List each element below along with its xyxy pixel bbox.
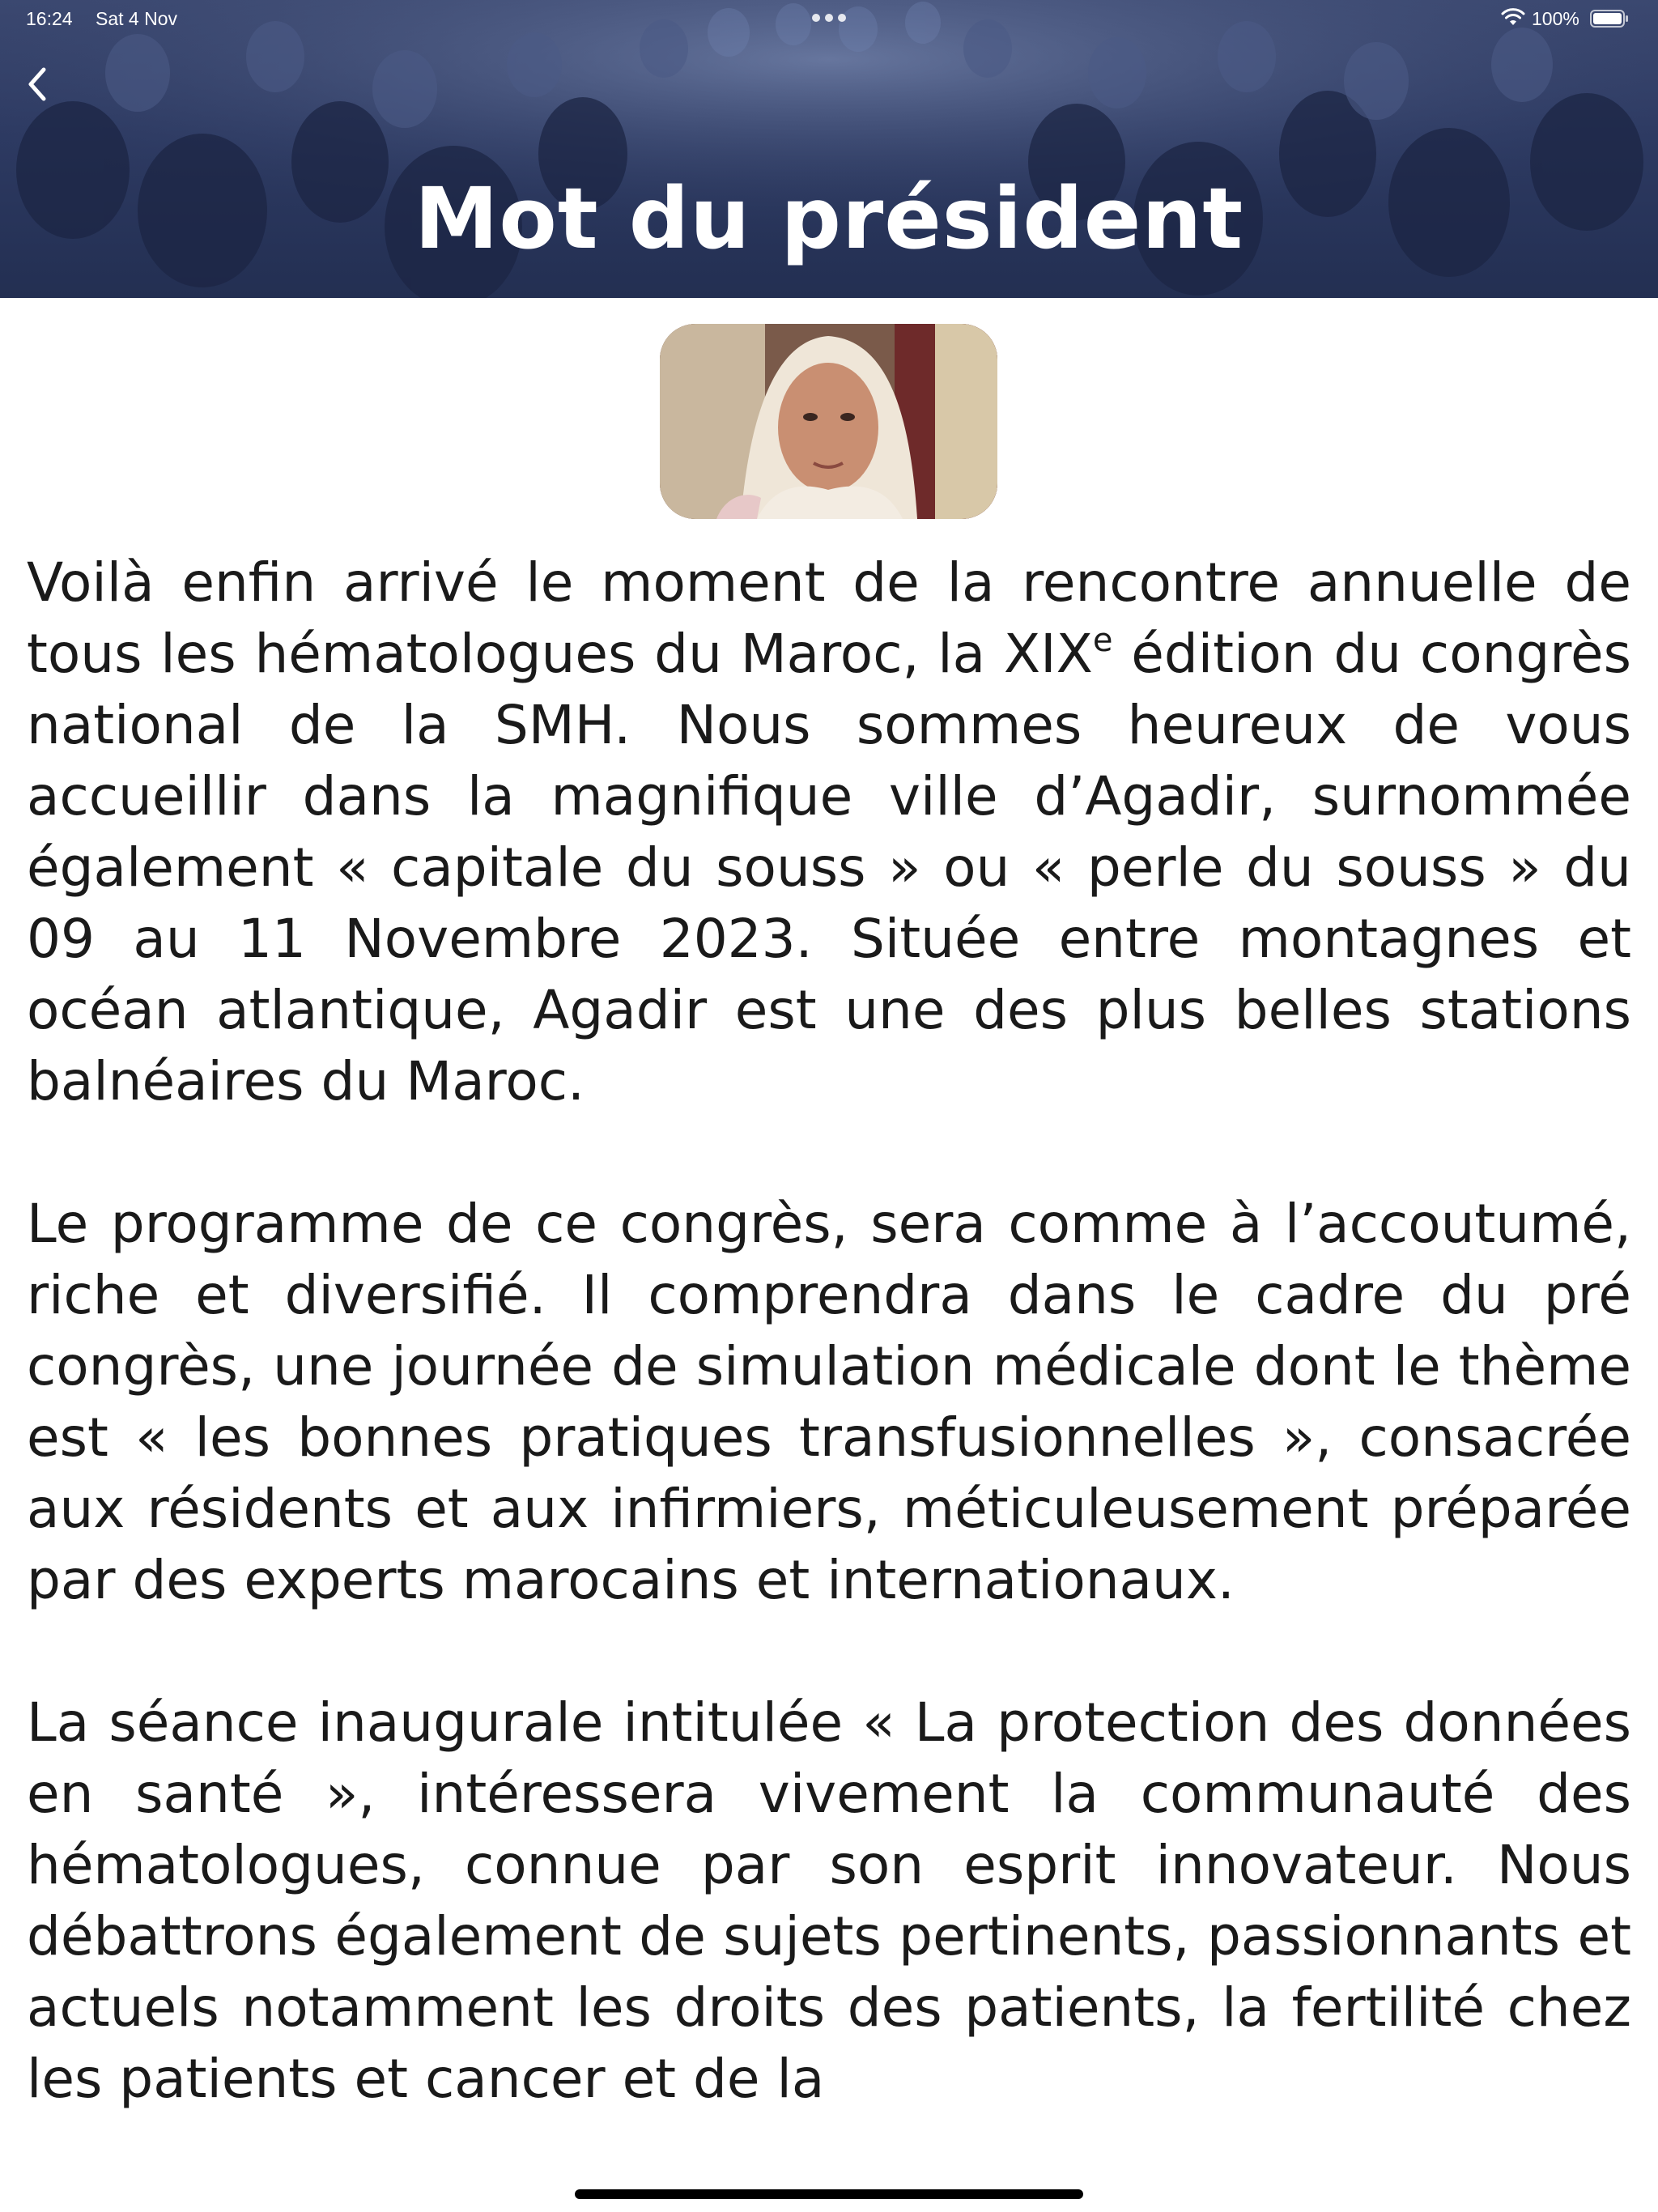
paragraph-1 <box>27 547 1631 1117</box>
paragraph-1-text-b: édition du congrès national de la SMH. Nous sommes heureux de vous accueillir dans la magnifique ville d’Agadir, surnommée également « capitale du souss » ou « perle du souss » du 09 au 11 Novembre 2023. Située entre montagnes et océan atlantique, Agadir est une des plus belles stations balnéaires du Maroc. <box>27 623 1631 1112</box>
status-bar <box>0 0 1658 39</box>
message-body <box>27 547 1631 2186</box>
paragraph-3: La séance inaugurale intitulée « La protection des données en santé », intéressera vivement la communauté des hématologues, connue par son esprit innovateur. Nous débattrons également de sujets pertinents, passionnants et actuels notamment les droits des patients, la fertilité chez les patients et cancer et de la <box>27 1691 1631 2110</box>
status-date: Sat 4 Nov <box>96 8 177 29</box>
back-button[interactable] <box>15 58 60 110</box>
wifi-icon <box>1501 8 1525 28</box>
home-indicator[interactable] <box>575 2189 1083 2199</box>
battery-icon <box>1590 10 1629 28</box>
president-photo <box>660 324 997 519</box>
battery-percentage: 100% <box>1532 8 1579 29</box>
header-banner <box>0 0 1658 298</box>
paragraph-2: Le programme de ce congrès, sera comme à l’accoutumé, riche et diversifié. Il comprendra dans le cadre du pré congrès, une journée de simulation médicale dont le thème est « les bonnes pratiques transfusionnelles », consacrée aux résidents et aux infirmiers, méticuleusement préparée par des experts marocains et internationaux. <box>27 1193 1631 1611</box>
status-time: 16:24 <box>26 8 73 29</box>
president-photo-image <box>660 324 997 519</box>
page-title: Mot du président <box>414 169 1244 268</box>
superscript-e: e <box>1092 622 1113 659</box>
paragraph-1-text-a: Voilà enfin arrivé le moment de la rencontre annuelle de tous les hématologues du Maroc, la XIX <box>27 551 1631 685</box>
multitasking-dots-icon[interactable] <box>810 13 848 23</box>
chevron-left-icon <box>31 70 44 99</box>
